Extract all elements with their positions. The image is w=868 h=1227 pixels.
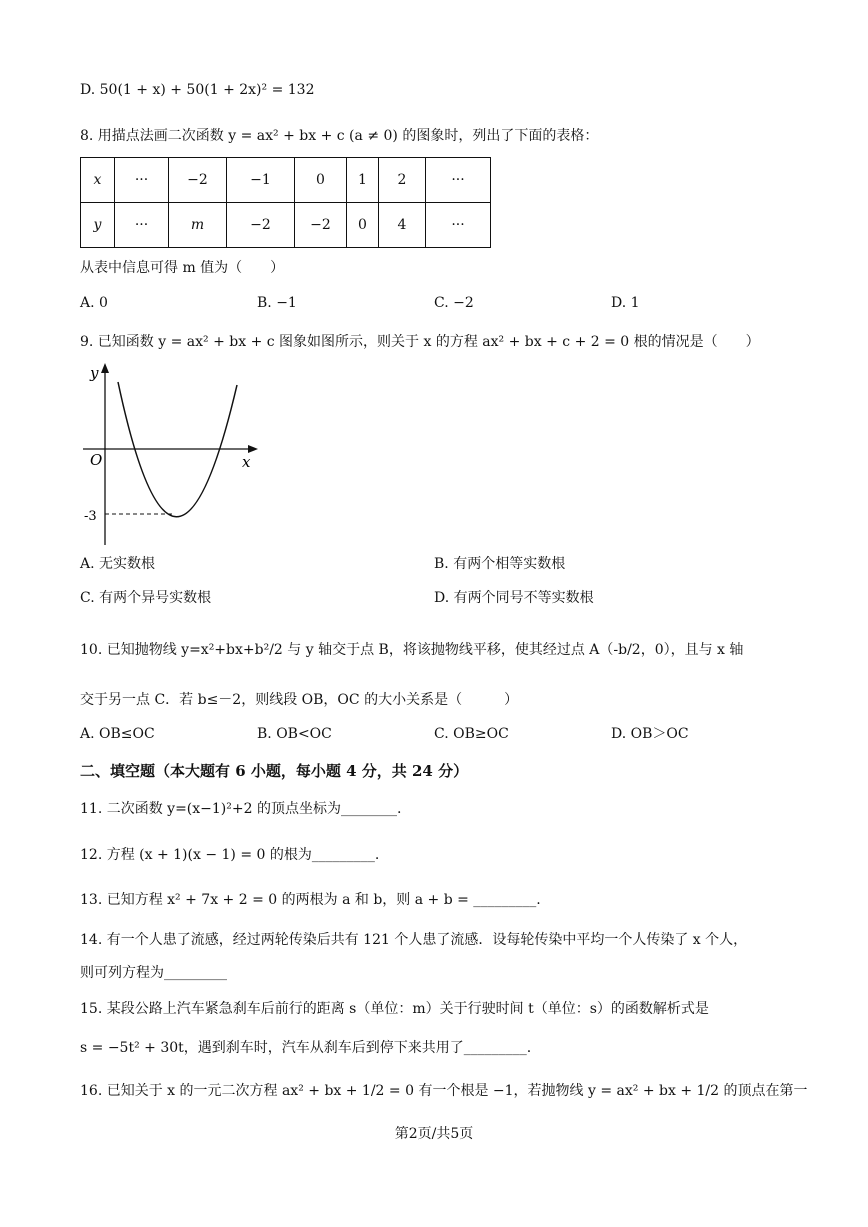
table-cell: x bbox=[81, 158, 115, 203]
q10-line1: 10. 已知抛物线 y=x²+bx+b²/2 与 y 轴交于点 B，将该抛物线平移，使其经过点 A（-b/2，0），且与 x 轴 bbox=[80, 642, 744, 658]
q8-stem: 8. 用描点法画二次函数 y = ax² + bx + c (a ≠ 0) 的图象时，列出了下面的表格： bbox=[80, 128, 599, 144]
q8-value-table bbox=[80, 157, 491, 248]
table-cell: ··· bbox=[115, 158, 169, 203]
table-cell: ··· bbox=[426, 203, 491, 248]
table-row-y bbox=[81, 203, 491, 248]
q10-option-d: D. OB＞OC bbox=[611, 726, 689, 742]
q15-line1: 15. 某段公路上汽车紧急刹车后前行的距离 s（单位：m）关于行驶时间 t（单位：s）的函数解析式是 bbox=[80, 1001, 709, 1017]
section-heading: 二、填空题（本大题有 6 小题，每小题 4 分，共 24 分） bbox=[80, 762, 469, 780]
page-number: 第2页/共5页 bbox=[394, 1126, 474, 1142]
table-cell: 0 bbox=[347, 203, 379, 248]
q8-option-d: D. 1 bbox=[611, 295, 640, 311]
q9-option-b: B. 有两个相等实数根 bbox=[434, 556, 566, 572]
table-cell: y bbox=[81, 203, 115, 248]
min-value-label: -3 bbox=[84, 509, 97, 524]
q8-option-b: B. −1 bbox=[257, 295, 297, 311]
table-cell: 4 bbox=[379, 203, 426, 248]
table-cell: −2 bbox=[227, 203, 295, 248]
q9-option-d: D. 有两个同号不等实数根 bbox=[434, 590, 594, 606]
q9-stem: 9. 已知函数 y = ax² + bx + c 图象如图所示，则关于 x 的方程 ax² + bx + c + 2 = 0 根的情况是（ ） bbox=[80, 334, 760, 350]
x-axis-label: x bbox=[242, 453, 251, 471]
q9-parabola-graph bbox=[78, 360, 268, 550]
q14-line2: 则可列方程为_________ bbox=[80, 965, 227, 981]
y-axis-label: y bbox=[90, 364, 99, 382]
table-cell: 0 bbox=[295, 158, 347, 203]
q11: 11. 二次函数 y=(x−1)²+2 的顶点坐标为________. bbox=[80, 801, 402, 817]
q10-option-c: C. OB≥OC bbox=[434, 726, 509, 742]
y-axis-arrow bbox=[101, 363, 109, 373]
table-cell: ··· bbox=[115, 203, 169, 248]
table-row-x bbox=[81, 158, 491, 203]
q9-option-a: A. 无实数根 bbox=[80, 556, 156, 572]
table-cell: 1 bbox=[347, 158, 379, 203]
table-cell: −2 bbox=[295, 203, 347, 248]
q8-question: 从表中信息可得 m 值为（ ） bbox=[80, 260, 285, 276]
x-axis-arrow bbox=[248, 445, 258, 453]
q8-option-a: A. 0 bbox=[80, 295, 108, 311]
origin-label: O bbox=[90, 451, 103, 469]
q16-line1: 16. 已知关于 x 的一元二次方程 ax² + bx + 1/2 = 0 有一个根是 −1，若抛物线 y = ax² + bx + 1/2 的顶点在第一 bbox=[80, 1083, 808, 1099]
q14-line1: 14. 有一个人患了流感，经过两轮传染后共有 121 个人患了流感．设每轮传染中平均一个人传染了 x 个人， bbox=[80, 932, 748, 948]
table-cell: −2 bbox=[169, 158, 227, 203]
table-cell: ··· bbox=[426, 158, 491, 203]
q10-line2: 交于另一点 C．若 b≤－2，则线段 OB，OC 的大小关系是（ ） bbox=[80, 692, 519, 708]
q10-option-a: A. OB≤OC bbox=[80, 726, 155, 742]
table-cell: m bbox=[169, 203, 227, 248]
q9-option-c: C. 有两个异号实数根 bbox=[80, 590, 212, 606]
table-cell: −1 bbox=[227, 158, 295, 203]
q10-option-b: B. OB<OC bbox=[257, 726, 332, 742]
q8-option-c: C. −2 bbox=[434, 295, 474, 311]
q13: 13. 已知方程 x² + 7x + 2 = 0 的两根为 a 和 b，则 a + b = _________. bbox=[80, 892, 541, 908]
table-cell: 2 bbox=[379, 158, 426, 203]
q12: 12. 方程 (x + 1)(x − 1) = 0 的根为_________. bbox=[80, 847, 380, 863]
q15-line2: s = −5t² + 30t，遇到刹车时，汽车从刹车后到停下来共用了_________. bbox=[80, 1040, 532, 1056]
q7-option-d: D. 50(1 + x) + 50(1 + 2x)² = 132 bbox=[80, 82, 315, 98]
